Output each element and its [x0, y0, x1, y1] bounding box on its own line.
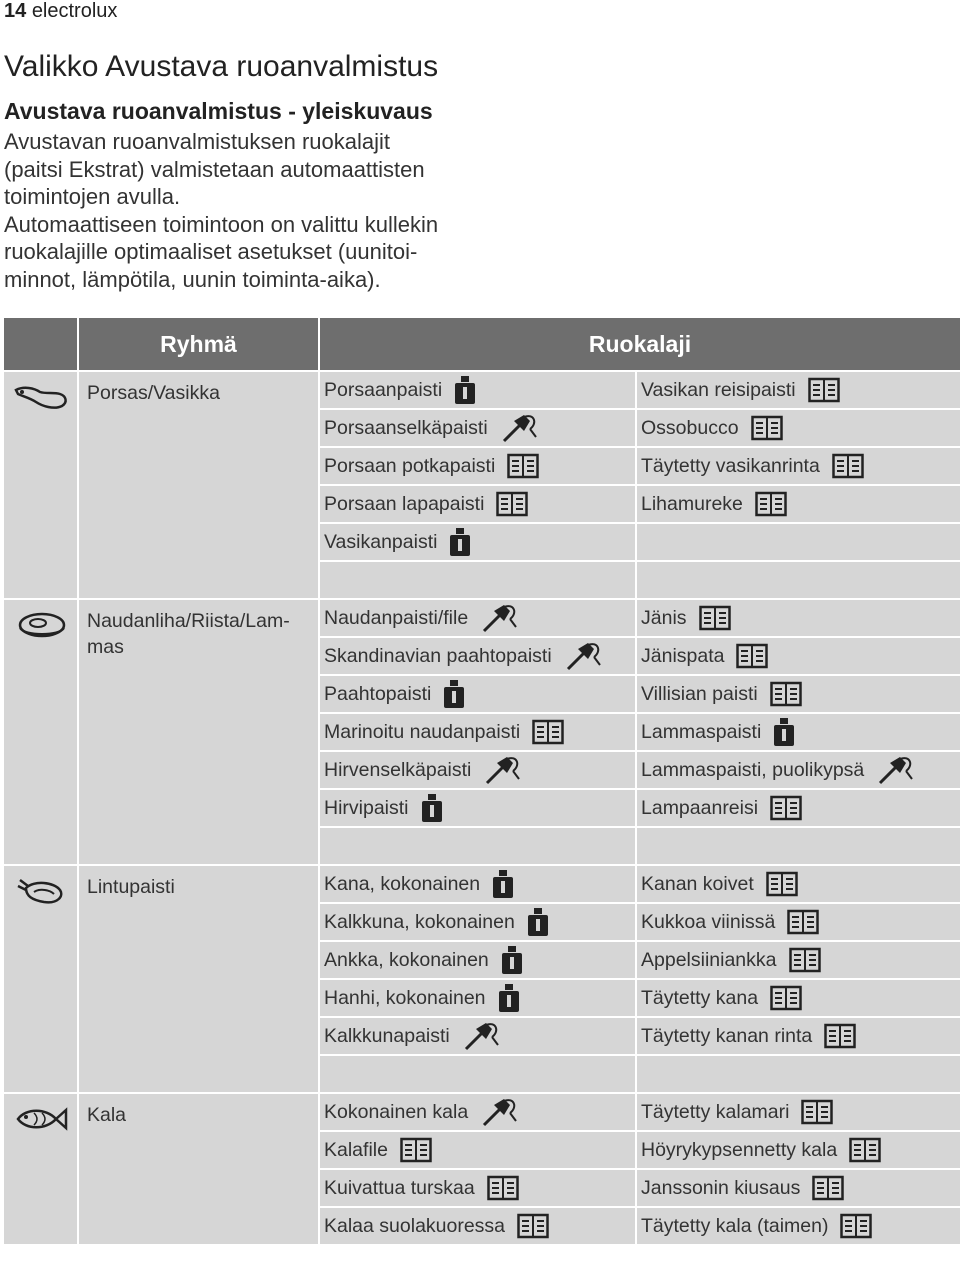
group-name: Kala [87, 1104, 127, 1126]
dish-label: Ankka, kokonainen [324, 948, 489, 971]
book-icon [787, 909, 819, 935]
table-row [320, 980, 960, 1016]
dish-label: Täytetty vasikanrinta [641, 454, 820, 477]
book-icon [487, 1175, 519, 1201]
book-icon [789, 947, 821, 973]
book-icon [824, 1023, 856, 1049]
book-icon [832, 453, 864, 479]
header-dishes: Ruokalaji [320, 318, 960, 370]
dish-cell [320, 1170, 635, 1206]
book-icon [699, 605, 731, 631]
dish-rows [320, 600, 960, 864]
empty-cell [320, 1056, 635, 1092]
table-row [320, 372, 960, 408]
table-row [320, 1018, 960, 1054]
weight-icon [443, 679, 465, 709]
group-icon-cell [4, 866, 77, 1092]
table-row [320, 904, 960, 940]
dish-cell [320, 790, 635, 826]
page-header [4, 0, 117, 23]
weight-icon [773, 717, 795, 747]
empty-cell [320, 562, 635, 598]
intro-line: (paitsi Ekstrat) valmistetaan automaattisten [4, 156, 425, 182]
weight-icon [527, 907, 549, 937]
dish-cell [320, 600, 635, 636]
table-row [320, 562, 960, 598]
dish-cell [637, 1170, 960, 1206]
steak-icon [14, 610, 68, 640]
dish-label: Porsaan lapapaisti [324, 492, 485, 515]
dish-cell [320, 410, 635, 446]
dish-label: Jänis [641, 606, 687, 629]
dish-cell [637, 676, 960, 712]
intro-line: ruokalajille optimaaliset asetukset (uunitoi- [4, 239, 418, 264]
dish-label: Porsaanselkäpaisti [324, 416, 488, 439]
intro-line: Automaattiseen toimintoon on valittu kullekin [4, 211, 439, 237]
weight-icon [501, 945, 523, 975]
page-number: 14 [4, 0, 27, 22]
dish-label: Hanhi, kokonainen [324, 986, 486, 1009]
book-icon [849, 1137, 881, 1163]
dish-cell [637, 942, 960, 978]
table-row [320, 752, 960, 788]
dish-label: Kuivattua turskaa [324, 1176, 475, 1199]
dish-cell [637, 372, 960, 408]
intro-line: Avustavan ruoanvalmistuksen ruokalajit [4, 129, 391, 154]
table-row [320, 1094, 960, 1130]
dish-label: Porsaan potkapaisti [324, 454, 496, 477]
group-block [4, 866, 960, 1092]
dish-cell [320, 1018, 635, 1054]
intro-paragraph [4, 128, 474, 293]
group-name: Lintupaisti [87, 876, 175, 898]
dish-label: Kalafile [324, 1138, 388, 1161]
book-icon [517, 1213, 549, 1239]
dish-label: Kalkkunapaisti [324, 1024, 450, 1047]
dish-label: Vasikanpaisti [324, 530, 438, 553]
dish-label: Kukkoa viinissä [641, 910, 776, 933]
dish-cell [320, 980, 635, 1016]
empty-cell [637, 1056, 960, 1092]
group-icon-cell [4, 372, 77, 598]
dish-cell [320, 524, 635, 560]
probe-icon [500, 413, 538, 443]
group-name-cell [79, 372, 318, 598]
table-row [320, 714, 960, 750]
book-icon [812, 1175, 844, 1201]
poultry-icon [14, 876, 68, 906]
dish-label: Lammaspaisti [641, 720, 762, 743]
book-icon [532, 719, 564, 745]
group-name: Naudanliha/Riista/Lam-mas [87, 610, 290, 658]
empty-cell [637, 828, 960, 864]
dish-cell [637, 486, 960, 522]
table-row [320, 790, 960, 826]
dish-cell [637, 524, 960, 560]
group-name: Porsas/Vasikka [87, 382, 220, 404]
probe-icon [480, 1097, 518, 1127]
dish-cell [637, 752, 960, 788]
dish-label: Vasikan reisipaisti [641, 378, 796, 401]
dish-label: Villisian paisti [641, 682, 758, 705]
dish-cell [637, 714, 960, 750]
table-row [320, 600, 960, 636]
dish-rows [320, 866, 960, 1092]
page-title: Valikko Avustava ruoanvalmistus [4, 50, 439, 83]
dish-cell [320, 752, 635, 788]
dish-label: Naudanpaisti/file [324, 606, 469, 629]
group-name-cell [79, 866, 318, 1092]
dish-label: Paahtopaisti [324, 682, 432, 705]
group-block [4, 600, 960, 864]
empty-cell [637, 562, 960, 598]
weight-icon [454, 375, 476, 405]
dish-cell [637, 980, 960, 1016]
group-icon-cell [4, 1094, 77, 1244]
section-subtitle: Avustava ruoanvalmistus - yleiskuvaus [4, 98, 433, 124]
table-row [320, 676, 960, 712]
dish-cell [637, 1208, 960, 1244]
probe-icon [480, 603, 518, 633]
book-icon [496, 491, 528, 517]
dish-cell [320, 904, 635, 940]
dish-label: Jänispata [641, 644, 725, 667]
table-header-row [4, 318, 960, 370]
dish-label: Hirvipaisti [324, 796, 409, 819]
group-block [4, 1094, 960, 1244]
group-name-cell [79, 1094, 318, 1244]
book-icon [751, 415, 783, 441]
book-icon [736, 643, 768, 669]
dish-label: Marinoitu naudanpaisti [324, 720, 521, 743]
book-icon [770, 795, 802, 821]
dish-label: Lampaanreisi [641, 796, 759, 819]
book-icon [400, 1137, 432, 1163]
dish-cell [637, 904, 960, 940]
dish-label: Hirvenselkäpaisti [324, 758, 472, 781]
intro-line: minnot, lämpötila, uunin toiminta-aika). [4, 266, 381, 292]
dish-label: Täytetty kanan rinta [641, 1024, 813, 1047]
table-row [320, 942, 960, 978]
dish-cell [637, 410, 960, 446]
book-icon [840, 1213, 872, 1239]
group-block [4, 372, 960, 598]
book-icon [770, 985, 802, 1011]
dish-label: Kokonainen kala [324, 1100, 469, 1123]
table-row [320, 1132, 960, 1168]
dish-label: Janssonin kiusaus [641, 1176, 801, 1199]
dish-label: Skandinavian paahtopaisti [324, 644, 552, 667]
dish-label: Kana, kokonainen [324, 872, 481, 895]
dish-label: Kanan koivet [641, 872, 754, 895]
table-body [4, 372, 960, 1244]
dish-rows [320, 1094, 960, 1244]
dish-label: Kalaa suolakuoressa [324, 1214, 506, 1237]
weight-icon [498, 983, 520, 1013]
dish-label: Höyrykypsennetty kala [641, 1138, 838, 1161]
table-row [320, 524, 960, 560]
dish-label: Lihamureke [641, 492, 743, 515]
dish-cell [637, 600, 960, 636]
dish-cell [637, 790, 960, 826]
probe-icon [462, 1021, 500, 1051]
book-icon [766, 871, 798, 897]
dish-cell [320, 486, 635, 522]
dish-label: Täytetty kala (taimen) [641, 1214, 829, 1237]
header-group: Ryhmä [79, 318, 318, 370]
dish-cell [320, 1208, 635, 1244]
dish-cell [320, 1132, 635, 1168]
dish-label: Ossobucco [641, 416, 739, 439]
probe-icon [483, 755, 521, 785]
meat-chop-icon [14, 382, 68, 412]
probe-icon [564, 641, 602, 671]
brand-name: electrolux [31, 0, 118, 22]
dish-cell [637, 1018, 960, 1054]
dish-label: Täytetty kalamari [641, 1100, 790, 1123]
probe-icon [876, 755, 914, 785]
book-icon [801, 1099, 833, 1125]
book-icon [808, 377, 840, 403]
weight-icon [421, 793, 443, 823]
dish-cell [320, 372, 635, 408]
book-icon [770, 681, 802, 707]
dish-cell [320, 448, 635, 484]
dish-cell [320, 638, 635, 674]
book-icon [507, 453, 539, 479]
dish-cell [320, 714, 635, 750]
dish-label: Lammaspaisti, puolikypsä [641, 758, 865, 781]
dish-cell [637, 866, 960, 902]
table-row [320, 410, 960, 446]
dish-label: Kalkkuna, kokonainen [324, 910, 515, 933]
group-name-cell [79, 600, 318, 864]
dish-cell [320, 676, 635, 712]
dish-cell [320, 866, 635, 902]
empty-cell [320, 828, 635, 864]
book-icon [755, 491, 787, 517]
dish-label: Porsaanpaisti [324, 378, 443, 401]
dish-label: Appelsiiniankka [641, 948, 777, 971]
dish-table [4, 318, 960, 1246]
dish-cell [637, 1132, 960, 1168]
table-row [320, 486, 960, 522]
table-row [320, 828, 960, 864]
dish-rows [320, 372, 960, 598]
dish-label: Täytetty kana [641, 986, 759, 1009]
header-icon-cell [4, 318, 77, 370]
table-row [320, 1056, 960, 1092]
table-row [320, 1170, 960, 1206]
table-row [320, 1208, 960, 1244]
intro-line: toimintojen avulla. [4, 184, 181, 209]
table-row [320, 866, 960, 902]
group-icon-cell [4, 600, 77, 864]
dish-cell [320, 942, 635, 978]
dish-cell [637, 1094, 960, 1130]
fish-icon [14, 1104, 68, 1134]
dish-cell [320, 1094, 635, 1130]
dish-cell [637, 638, 960, 674]
weight-icon [449, 527, 471, 557]
weight-icon [492, 869, 514, 899]
table-row [320, 638, 960, 674]
dish-cell [637, 448, 960, 484]
table-row [320, 448, 960, 484]
